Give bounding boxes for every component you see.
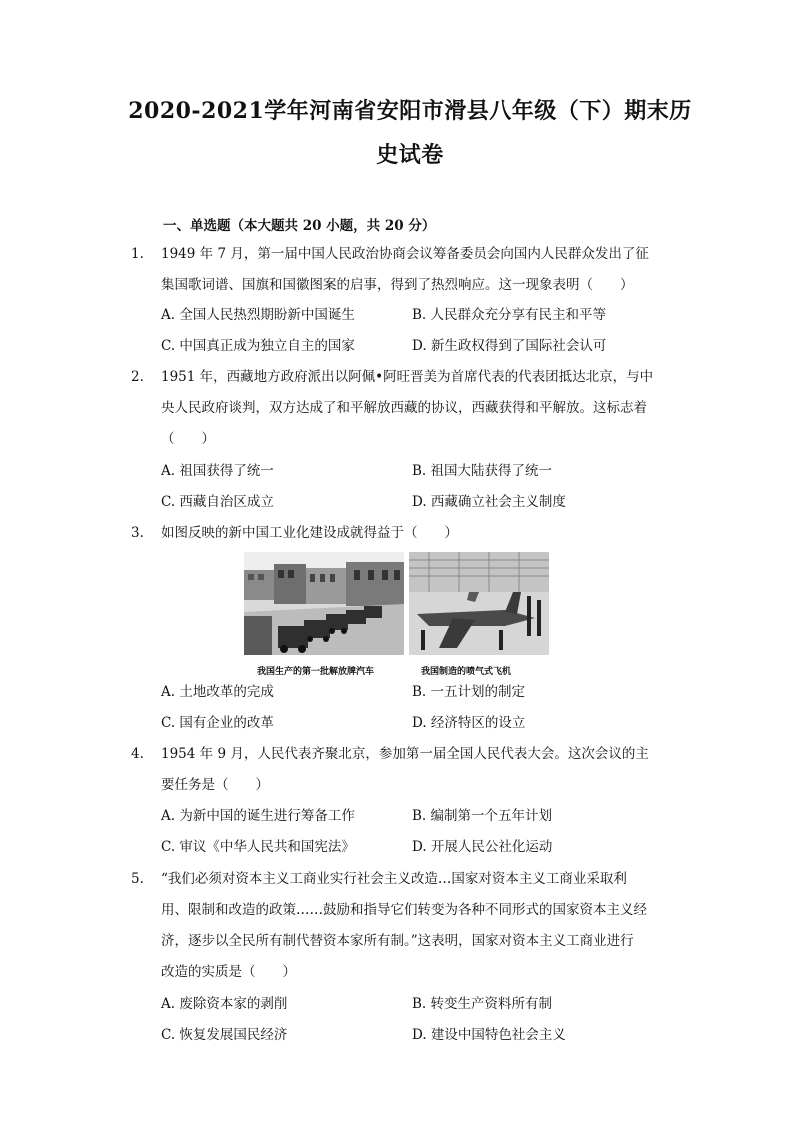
section-heading: 一、单选题（本大题共 20 小题，共 20 分）	[163, 218, 436, 234]
option-d: D. 西藏确立社会主义制度	[412, 494, 566, 510]
stem-line: 集国歌词谱、国旗和国徽图案的启事，得到了热烈响应。这一现象表明（ ）	[161, 277, 634, 293]
option-a: A. 全国人民热烈期盼新中国诞生	[161, 307, 355, 323]
option-a: A. 祖国获得了统一	[161, 463, 274, 479]
stem-line: “我们必须对资本主义工商业实行社会主义改造…国家对资本主义工商业采取利	[161, 871, 627, 887]
stem-line: 用、限制和改造的政策……鼓励和指导它们转变为各种不同形式的国家资本主义经	[161, 902, 647, 918]
exam-title-line-1: 2020-2021学年河南省安阳市滑县八年级（下）期末历	[128, 98, 692, 124]
stem-line: 1954 年 9 月，人民代表齐聚北京，参加第一届全国人民代表大会。这次会议的主	[161, 746, 649, 762]
stem-line: 如图反映的新中国工业化建设成就得益于（ ）	[161, 525, 458, 541]
figure-caption-jet: 我国制造的喷气式飞机	[421, 667, 512, 677]
option-d: D. 经济特区的设立	[412, 715, 526, 731]
question-stem	[161, 518, 661, 549]
option-b: B. 一五计划的制定	[412, 684, 526, 700]
option-b: B. 祖国大陆获得了统一	[412, 463, 553, 479]
option-d: D. 新生政权得到了国际社会认可	[412, 338, 607, 354]
question-stem	[161, 739, 661, 801]
stem-line: （ ）	[161, 431, 215, 447]
question-stem	[161, 864, 661, 988]
option-c: C. 国有企业的改革	[161, 715, 274, 731]
option-c: C. 西藏自治区成立	[161, 494, 274, 510]
exam-title-line-2: 史试卷	[376, 142, 444, 168]
stem-line: 改造的实质是（ ）	[161, 964, 296, 980]
stem-line: 1951 年，西藏地方政府派出以阿佩•阿旺晋美为首席代表的代表团抵达北京，与中	[161, 369, 654, 385]
question-number: 1.	[131, 246, 144, 262]
stem-line: 1949 年 7 月，第一届中国人民政治协商会议筹备委员会向国内人民群众发出了征	[161, 246, 649, 262]
option-d: D. 开展人民公社化运动	[412, 839, 553, 855]
question-number: 2.	[131, 369, 144, 385]
stem-line: 要任务是（ ）	[161, 777, 269, 793]
stem-line: 央人民政府谈判，双方达成了和平解放西藏的协议，西藏获得和平解放。这标志着	[161, 400, 647, 416]
option-a: A. 废除资本家的剥削	[161, 996, 288, 1012]
question-number: 4.	[131, 746, 144, 762]
option-c: C. 中国真正成为独立自主的国家	[161, 338, 355, 354]
truck-factory-illustration	[244, 552, 404, 655]
question-stem	[161, 362, 661, 455]
option-b: B. 编制第一个五年计划	[412, 808, 553, 824]
figure-caption-trucks: 我国生产的第一批解放牌汽车	[257, 667, 375, 677]
option-b: B. 人民群众充分享有民主和平等	[412, 307, 607, 323]
option-c: C. 审议《中华人民共和国宪法》	[161, 839, 355, 855]
question-stem	[161, 239, 661, 301]
truck-factory-photo	[244, 552, 404, 655]
jet-plane-photo	[409, 552, 549, 655]
option-a: A. 为新中国的诞生进行筹备工作	[161, 808, 355, 824]
jet-plane-illustration	[409, 552, 549, 655]
question-number: 3.	[131, 525, 144, 541]
option-c: C. 恢复发展国民经济	[161, 1027, 288, 1043]
option-b: B. 转变生产资料所有制	[412, 996, 553, 1012]
option-a: A. 土地改革的完成	[161, 684, 274, 700]
stem-line: 济，逐步以全民所有制代替资本家所有制。”这表明，国家对资本主义工商业进行	[161, 933, 634, 949]
question-number: 5.	[131, 871, 144, 887]
option-d: D. 建设中国特色社会主义	[412, 1027, 566, 1043]
